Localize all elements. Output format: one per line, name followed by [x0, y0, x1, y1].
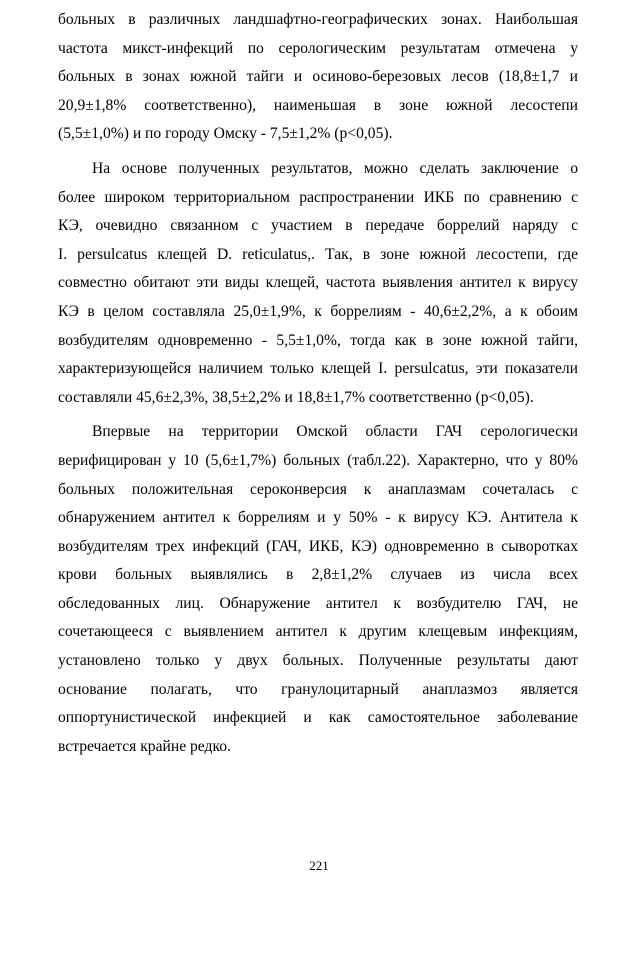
paragraph-3: [58, 418, 578, 761]
text-line: На основе полученных результатов, можно сделать заключение о: [92, 159, 578, 177]
text-line: составляли 45,6±2,3%, 38,5±2,2% и 18,8±1,7% соответственно (р<0,05).: [58, 388, 534, 406]
text-line: оппортунистической инфекцией и как самостоятельное заболевание: [58, 709, 578, 727]
text-line: крови больных выявлялись в 2,8±1,2% случаев из числа всех: [58, 566, 578, 584]
text-line: больных в различных ландшафтно-географических зонах. Наибольшая: [58, 11, 578, 28]
text-line: больных в зонах южной тайги и осиново-березовых лесов (18,8±1,7 и: [58, 68, 578, 86]
document-body: [58, 6, 578, 767]
text-line: больных положительная сероконверсия к анаплазмам сочеталась с: [58, 480, 578, 498]
text-line: обследованных лиц. Обнаружение антител к возбудителю ГАЧ, не: [58, 594, 578, 612]
paragraph-1: [58, 6, 578, 149]
text-line: характеризующейся наличием только клещей I. persulcatus, эти показатели: [58, 360, 578, 378]
text-line: сочетающееся с выявлением антител к другим клещевым инфекциям,: [58, 623, 578, 641]
text-line: более широком территориальном распространении ИКБ по сравнению с: [58, 188, 578, 206]
text-line: I. persulcatus клещей D. reticulatus,. Так, в зоне южной лесостепи, где: [58, 245, 578, 263]
text-line: обнаружением антител к боррелиям и у 50% - к вирусу КЭ. Антитела к: [58, 509, 578, 527]
text-line: частота микст-инфекций по серологическим результатам отмечена у: [58, 39, 578, 57]
text-line: основание полагать, что гранулоцитарный анаплазмоз является: [58, 680, 578, 698]
text-line: 20,9±1,8% соответственно), наименьшая в зоне южной лесостепи: [58, 96, 578, 114]
text-line: установлено только у двух больных. Полученные результаты дают: [58, 652, 578, 670]
text-line: верифицирован у 10 (5,6±1,7%) больных (табл.22). Характерно, что у 80%: [58, 451, 578, 469]
text-line: (5,5±1,0%) и по городу Омску - 7,5±1,2% (р<0,05).: [58, 125, 393, 143]
text-line: Впервые на территории Омской области ГАЧ серологически: [92, 423, 578, 441]
text-line: возбудителям трех инфекций (ГАЧ, ИКБ, КЭ) одновременно в сыворотках: [58, 537, 578, 555]
text-line: КЭ, очевидно связанном с участием в передаче боррелий наряду с: [58, 217, 578, 235]
text-line: КЭ в целом составляла 25,0±1,9%, к боррелиям - 40,6±2,2%, а к обоим: [58, 302, 578, 320]
text-line: возбудителям одновременно - 5,5±1,0%, тогда как в зоне южной тайги,: [58, 331, 578, 349]
text-line: встречается крайне редко.: [58, 737, 231, 755]
page-number: 221: [309, 858, 329, 873]
text-line: совместно обитают эти виды клещей, частота выявления антител к вирусу: [58, 274, 578, 292]
paragraph-2: [58, 155, 578, 412]
